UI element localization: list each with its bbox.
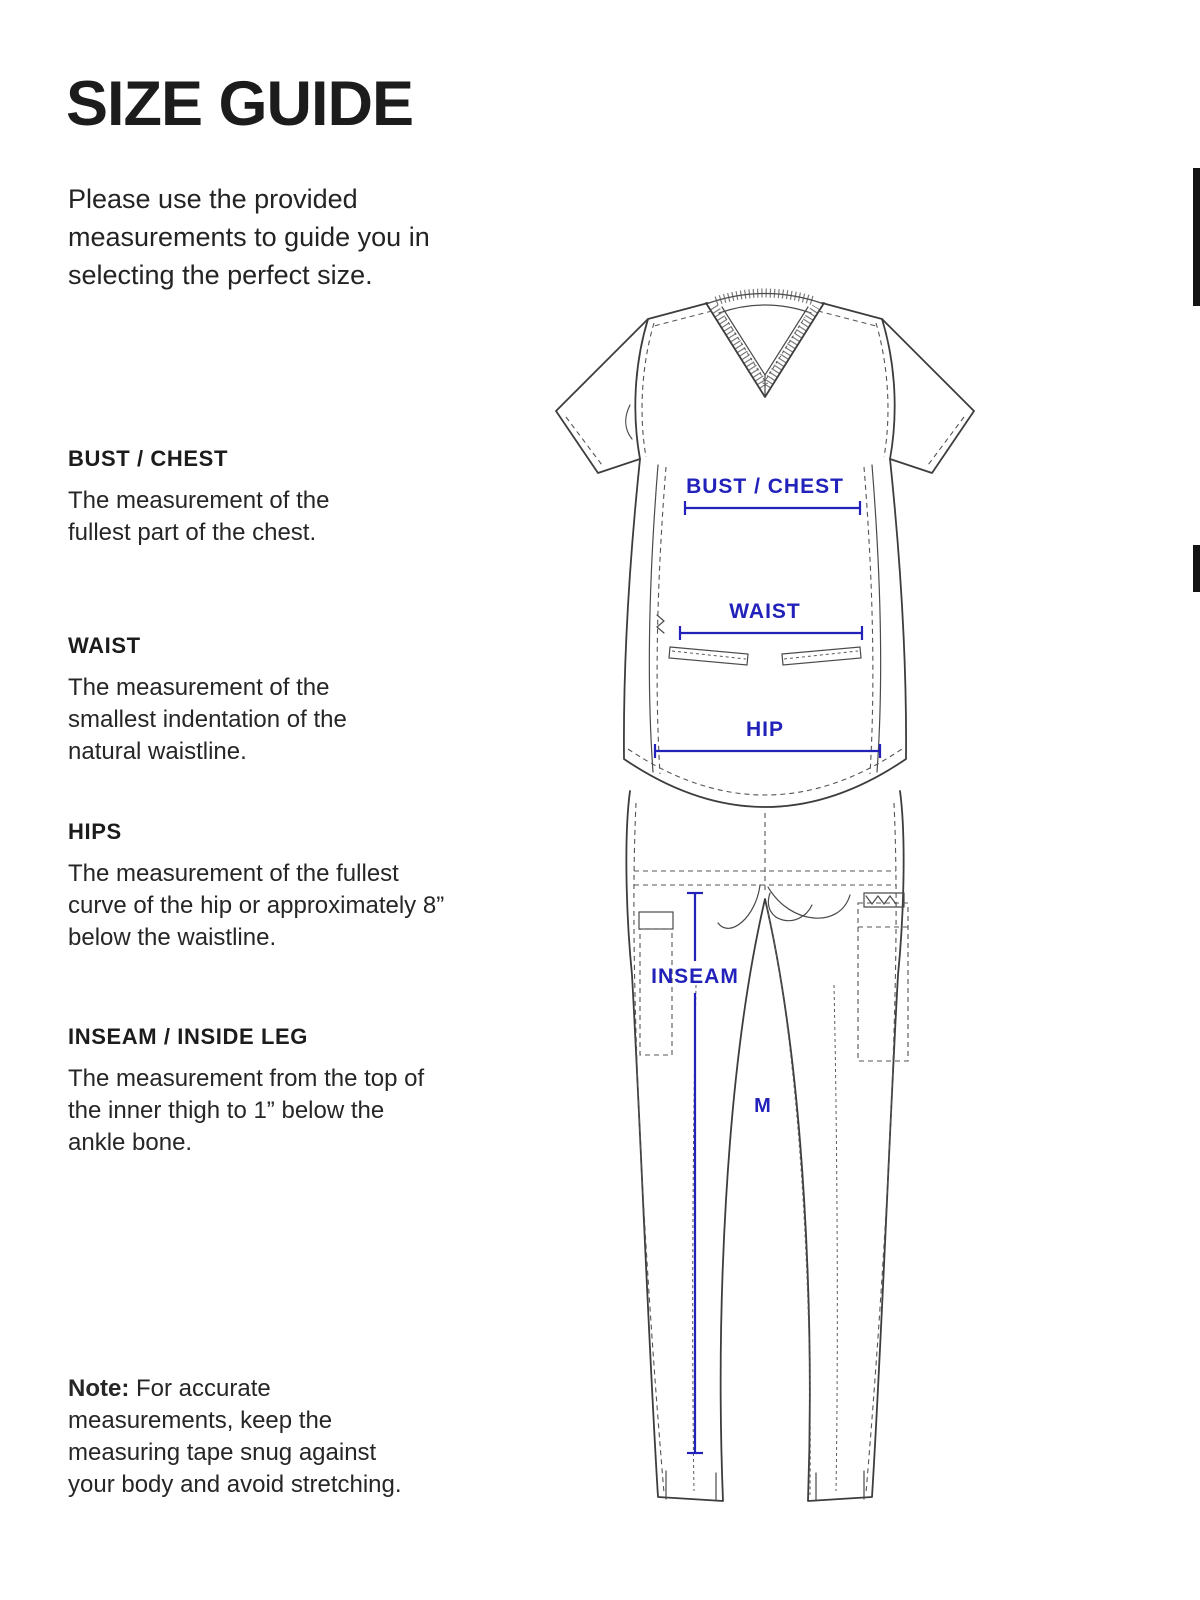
section-inseam (68, 1024, 430, 1159)
hip-measure-label: HIP (745, 718, 785, 741)
scrub-pants-drawing (626, 791, 908, 1501)
note-label: Note: (68, 1375, 130, 1402)
size-letter-label: M (754, 1095, 772, 1117)
section-waist-heading: WAIST (68, 633, 141, 658)
section-bust-heading: BUST / CHEST (68, 446, 228, 471)
page-title: SIZE GUIDE (66, 69, 414, 139)
section-bust-chest (68, 446, 368, 549)
section-hips-heading: HIPS (68, 819, 122, 844)
section-inseam-heading: INSEAM / INSIDE LEG (68, 1024, 308, 1049)
page-edge-artifact-middle (1193, 545, 1200, 592)
section-waist (68, 633, 380, 768)
note-body: For accurate measurements, keep the measuring tape snug against your body and avoid stretching. (68, 1375, 402, 1498)
scrubs-measurement-diagram (520, 275, 1000, 1530)
section-waist-body: The measurement of the smallest indentation of the natural waistline. (68, 674, 347, 765)
section-hips-body: The measurement of the fullest curve of the hip or approximately 8” below the waistline. (68, 860, 445, 951)
waist-measure-label: WAIST (729, 600, 801, 623)
bust-measure-label: BUST / CHEST (686, 475, 844, 498)
intro-text: Please use the provided measurements to guide you in selecting the perfect size. (68, 184, 430, 290)
inseam-measure-label: INSEAM (651, 965, 739, 988)
page-edge-artifact-top (1193, 168, 1200, 306)
section-bust-body: The measurement of the fullest part of the chest. (68, 487, 330, 546)
section-hips (68, 819, 454, 954)
note-text (68, 1373, 416, 1501)
section-inseam-body: The measurement from the top of the inner thigh to 1” below the ankle bone. (68, 1065, 425, 1156)
